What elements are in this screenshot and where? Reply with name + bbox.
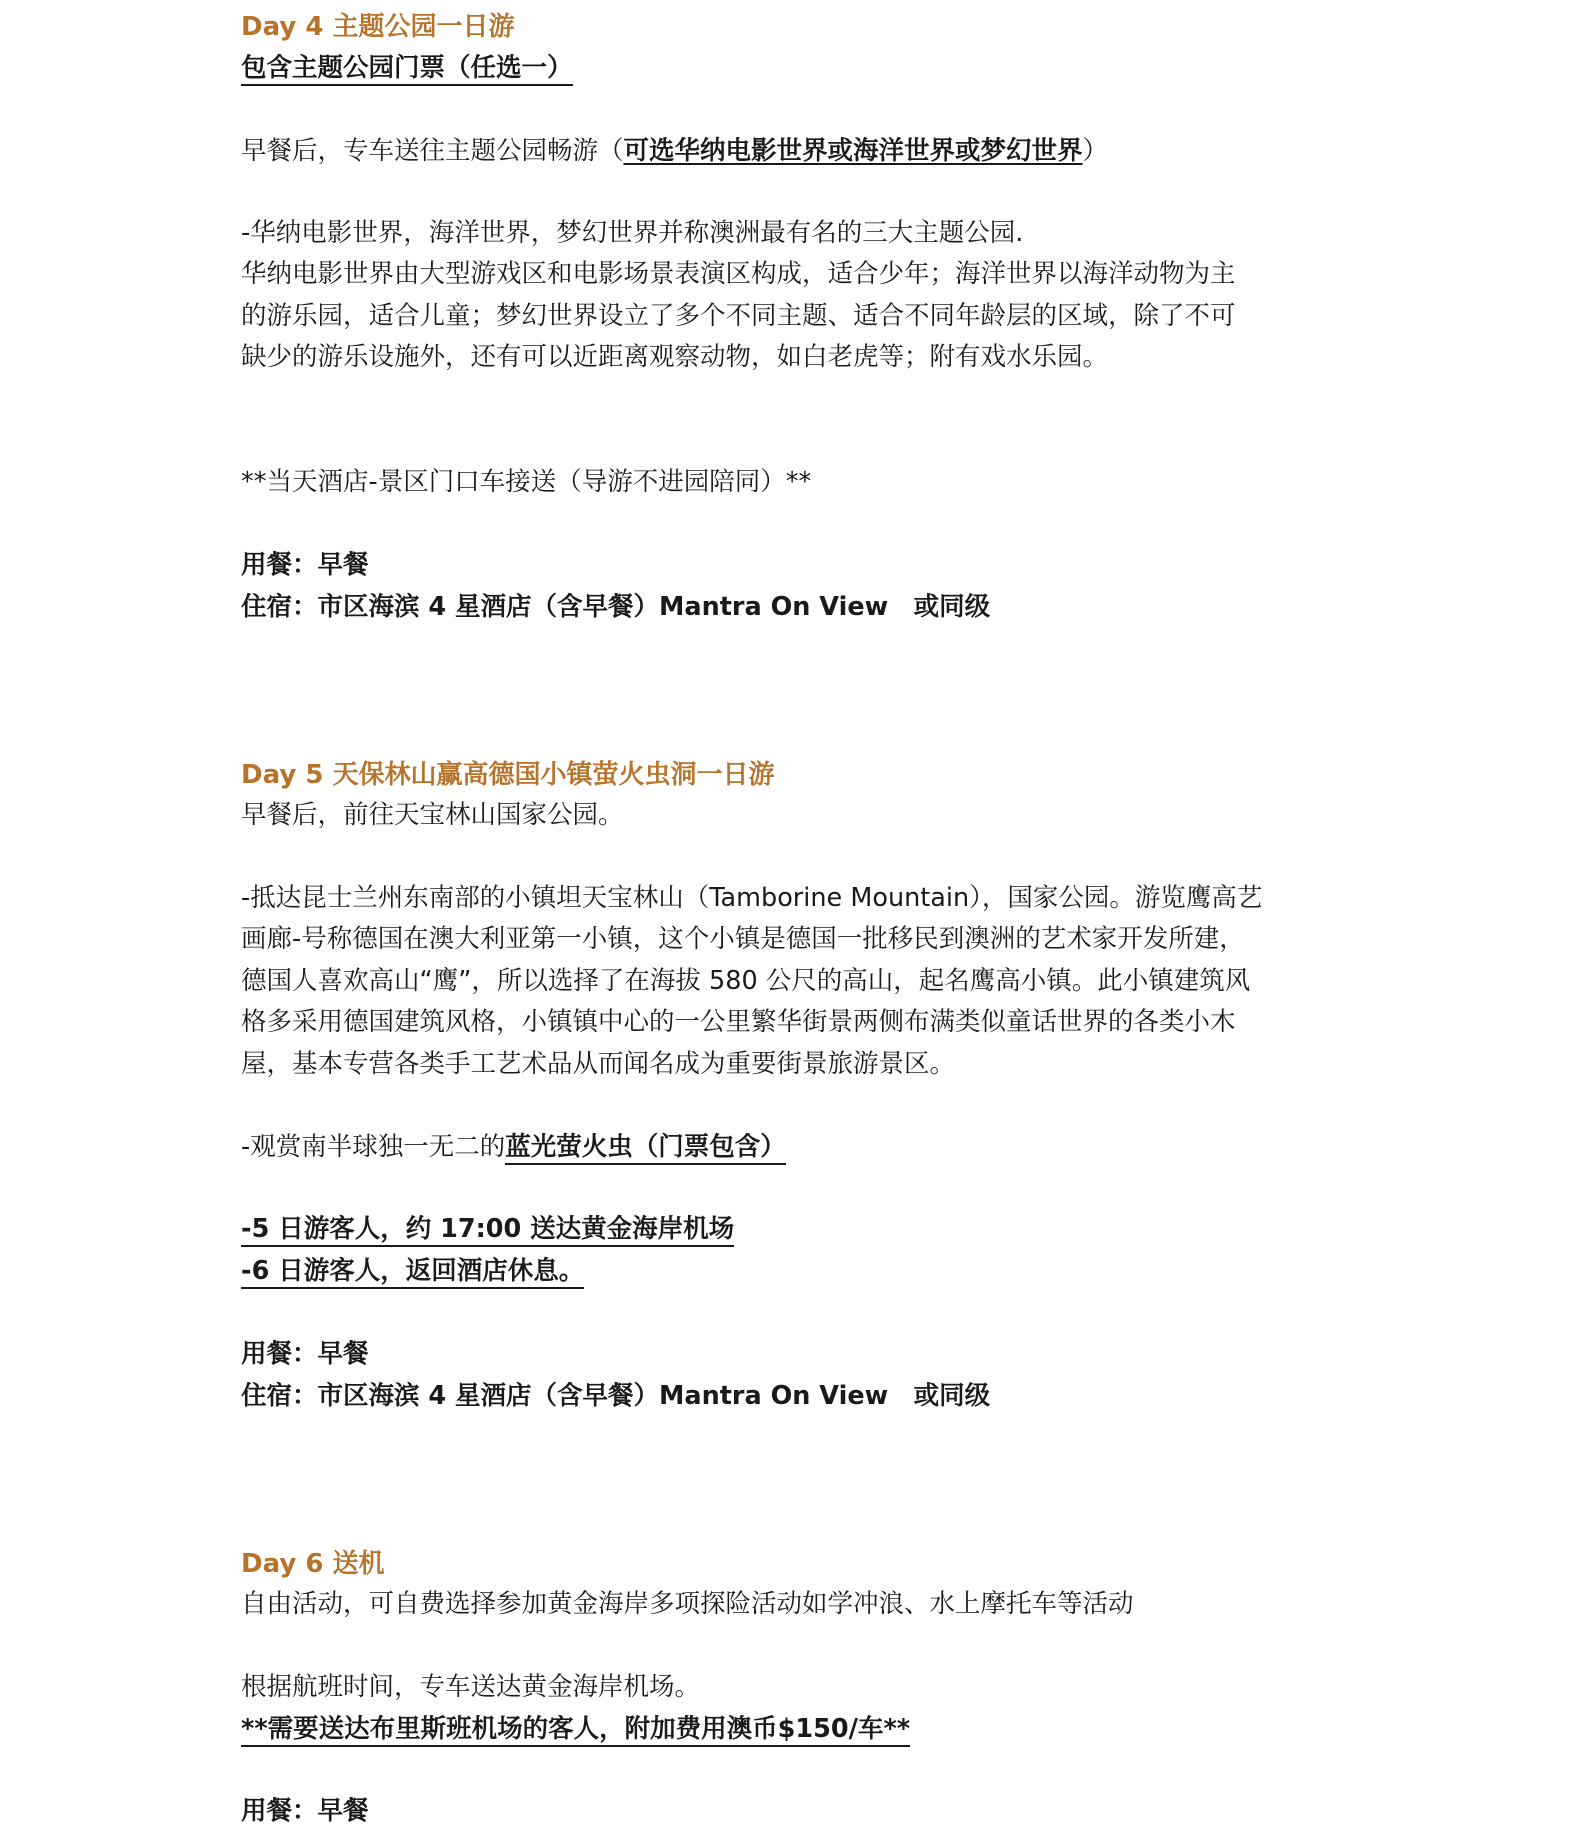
day6-surcharge-note [241, 1714, 911, 1747]
day5-tour5-note-text: -5 日游客人，约 17:00 送达黄金海岸机场 [241, 1217, 734, 1247]
day4-intro-suffix: ） [1082, 136, 1109, 166]
day6-airport-note: 根据航班时间，专车送达黄金海岸机场。 [241, 1672, 701, 1702]
day5-meals: 用餐：早餐 [241, 1339, 369, 1369]
day4-desc-3: 的游乐园，适合儿童；梦幻世界设立了多个不同主题、适合不同年龄层的区域，除了不可 [241, 301, 1236, 331]
day6-meals: 用餐：早餐 [241, 1796, 369, 1826]
day4-intro-options: 可选华纳电影世界或海洋世界或梦幻世界 [623, 136, 1083, 166]
day4-desc-4: 缺少的游乐设施外，还有可以近距离观察动物，如白老虎等；附有戏水乐园。 [241, 342, 1109, 372]
day4-title: Day 4 主题公园一日游 [241, 12, 515, 42]
day4-intro-prefix: 早餐后，专车送往主题公园畅游（ [241, 136, 624, 166]
day4-meals: 用餐：早餐 [241, 550, 369, 580]
day5-desc-4: 格多采用德国建筑风格，小镇镇中心的一公里繁华街景两侧布满类似童话世界的各类小木 [241, 1007, 1236, 1037]
day5-glowworm-highlight: 蓝光萤火虫（门票包含） [505, 1135, 786, 1165]
day4-ticket-note-text: 包含主题公园门票（任选一） [241, 56, 573, 86]
day5-title: Day 5 天保林山赢高德国小镇萤火虫洞一日游 [241, 760, 775, 790]
day4-ticket-note [241, 53, 581, 86]
day5-hotel: 住宿：市区海滨 4 星酒店（含早餐）Mantra On View 或同级 [241, 1381, 991, 1411]
day5-tour6-note-text: -6 日游客人，返回酒店休息。 [241, 1259, 584, 1289]
day5-desc-1: -抵达昆士兰州东南部的小镇坦天宝林山（Tamborine Mountain），国家公园。游览鹰高艺 [241, 883, 1263, 913]
day4-desc-2: 华纳电影世界由大型游戏区和电影场景表演区构成，适合少年；海洋世界以海洋动物为主 [241, 259, 1236, 289]
day4-intro [241, 136, 1109, 166]
day5-intro: 早餐后，前往天宝林山国家公园。 [241, 800, 624, 830]
day5-tour5-note [241, 1214, 735, 1247]
day5-tour6-note [241, 1256, 585, 1289]
day5-desc-5: 屋，基本专营各类手工艺术品从而闻名成为重要街景旅游景区。 [241, 1049, 956, 1079]
day6-free-activity: 自由活动，可自费选择参加黄金海岸多项探险活动如学冲浪、水上摩托车等活动 [241, 1589, 1134, 1619]
day4-hotel: 住宿：市区海滨 4 星酒店（含早餐）Mantra On View 或同级 [241, 592, 991, 622]
day5-desc-3: 德国人喜欢高山“鹰”，所以选择了在海拔 580 公尺的高山，起名鹰高小镇。此小镇建筑风 [241, 966, 1251, 996]
day5-glowworm-prefix: -观赏南半球独一无二的 [241, 1132, 506, 1162]
day4-desc-1: -华纳电影世界，海洋世界，梦幻世界并称澳洲最有名的三大主题公园. [241, 218, 1024, 248]
day5-desc-2: 画廊-号称德国在澳大利亚第一小镇，这个小镇是德国一批移民到澳洲的艺术家开发所建， [241, 924, 1245, 954]
day5-glowworm [241, 1132, 786, 1165]
day4-transfer-note: **当天酒店-景区门口车接送（导游不进园陪同）** [241, 467, 812, 497]
day6-title: Day 6 送机 [241, 1549, 385, 1579]
day6-surcharge-note-text: **需要送达布里斯班机场的客人，附加费用澳币$150/车** [241, 1717, 910, 1747]
